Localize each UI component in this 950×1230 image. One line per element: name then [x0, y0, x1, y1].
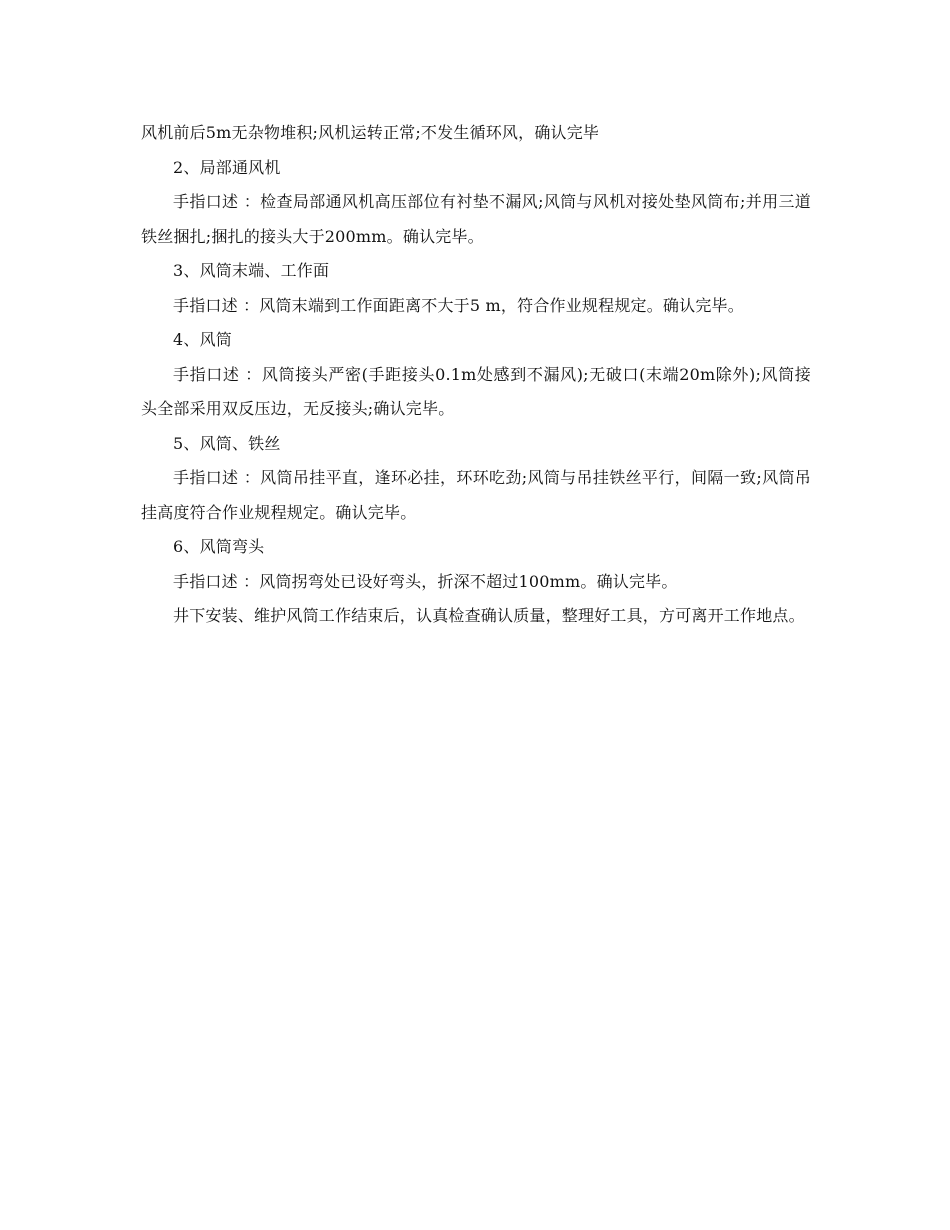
- paragraph-air-duct-check: 手指口述 ：风筒接头严密(手距接头0.1m处感到不漏风);无破口(末端20m除外);风筒接头全部采用双反压边，无反接头;确认完毕。: [141, 364, 811, 418]
- paragraph-closing: 井下安装、维护风筒工作结束后，认真检查确认质量，整理好工具，方可离开工作地点。: [173, 606, 805, 625]
- paragraph-duct-wire-check: 手指口述 ：风筒吊挂平直，逢环必挂，环环吃劲;风筒与吊挂铁丝平行，间隔一致;风筒吊挂高度符合作业规程规定。确认完毕。: [141, 468, 811, 522]
- heading-air-duct: 4、风筒: [173, 330, 232, 349]
- paragraph-duct-elbow-check: 手指口述 ：风筒拐弯处已设好弯头，折深不超过100mm。确认完毕。: [173, 571, 678, 591]
- heading-local-fan: 2、局部通风机: [173, 157, 281, 177]
- heading-duct-elbow: 6、风筒弯头: [173, 537, 265, 556]
- heading-duct-wire: 5、风筒、铁丝: [173, 433, 281, 453]
- paragraph-local-fan-check: 手指口述 ：检查局部通风机高压部位有衬垫不漏风;风筒与风机对接处垫风筒布;并用三道铁丝捆扎;捆扎的接头大于200mm。确认完毕。: [141, 192, 811, 246]
- paragraph-fan-surroundings: 风机前后5m无杂物堆积;风机运转正常;不发生循环风，确认完毕: [141, 123, 600, 142]
- heading-duct-end-workface: 3、风筒末端、工作面: [173, 261, 330, 280]
- document-body: [141, 116, 811, 634]
- paragraph-duct-end-check: 手指口述 ：风筒末端到工作面距离不大于5 m，符合作业规程规定。确认完毕。: [173, 295, 744, 315]
